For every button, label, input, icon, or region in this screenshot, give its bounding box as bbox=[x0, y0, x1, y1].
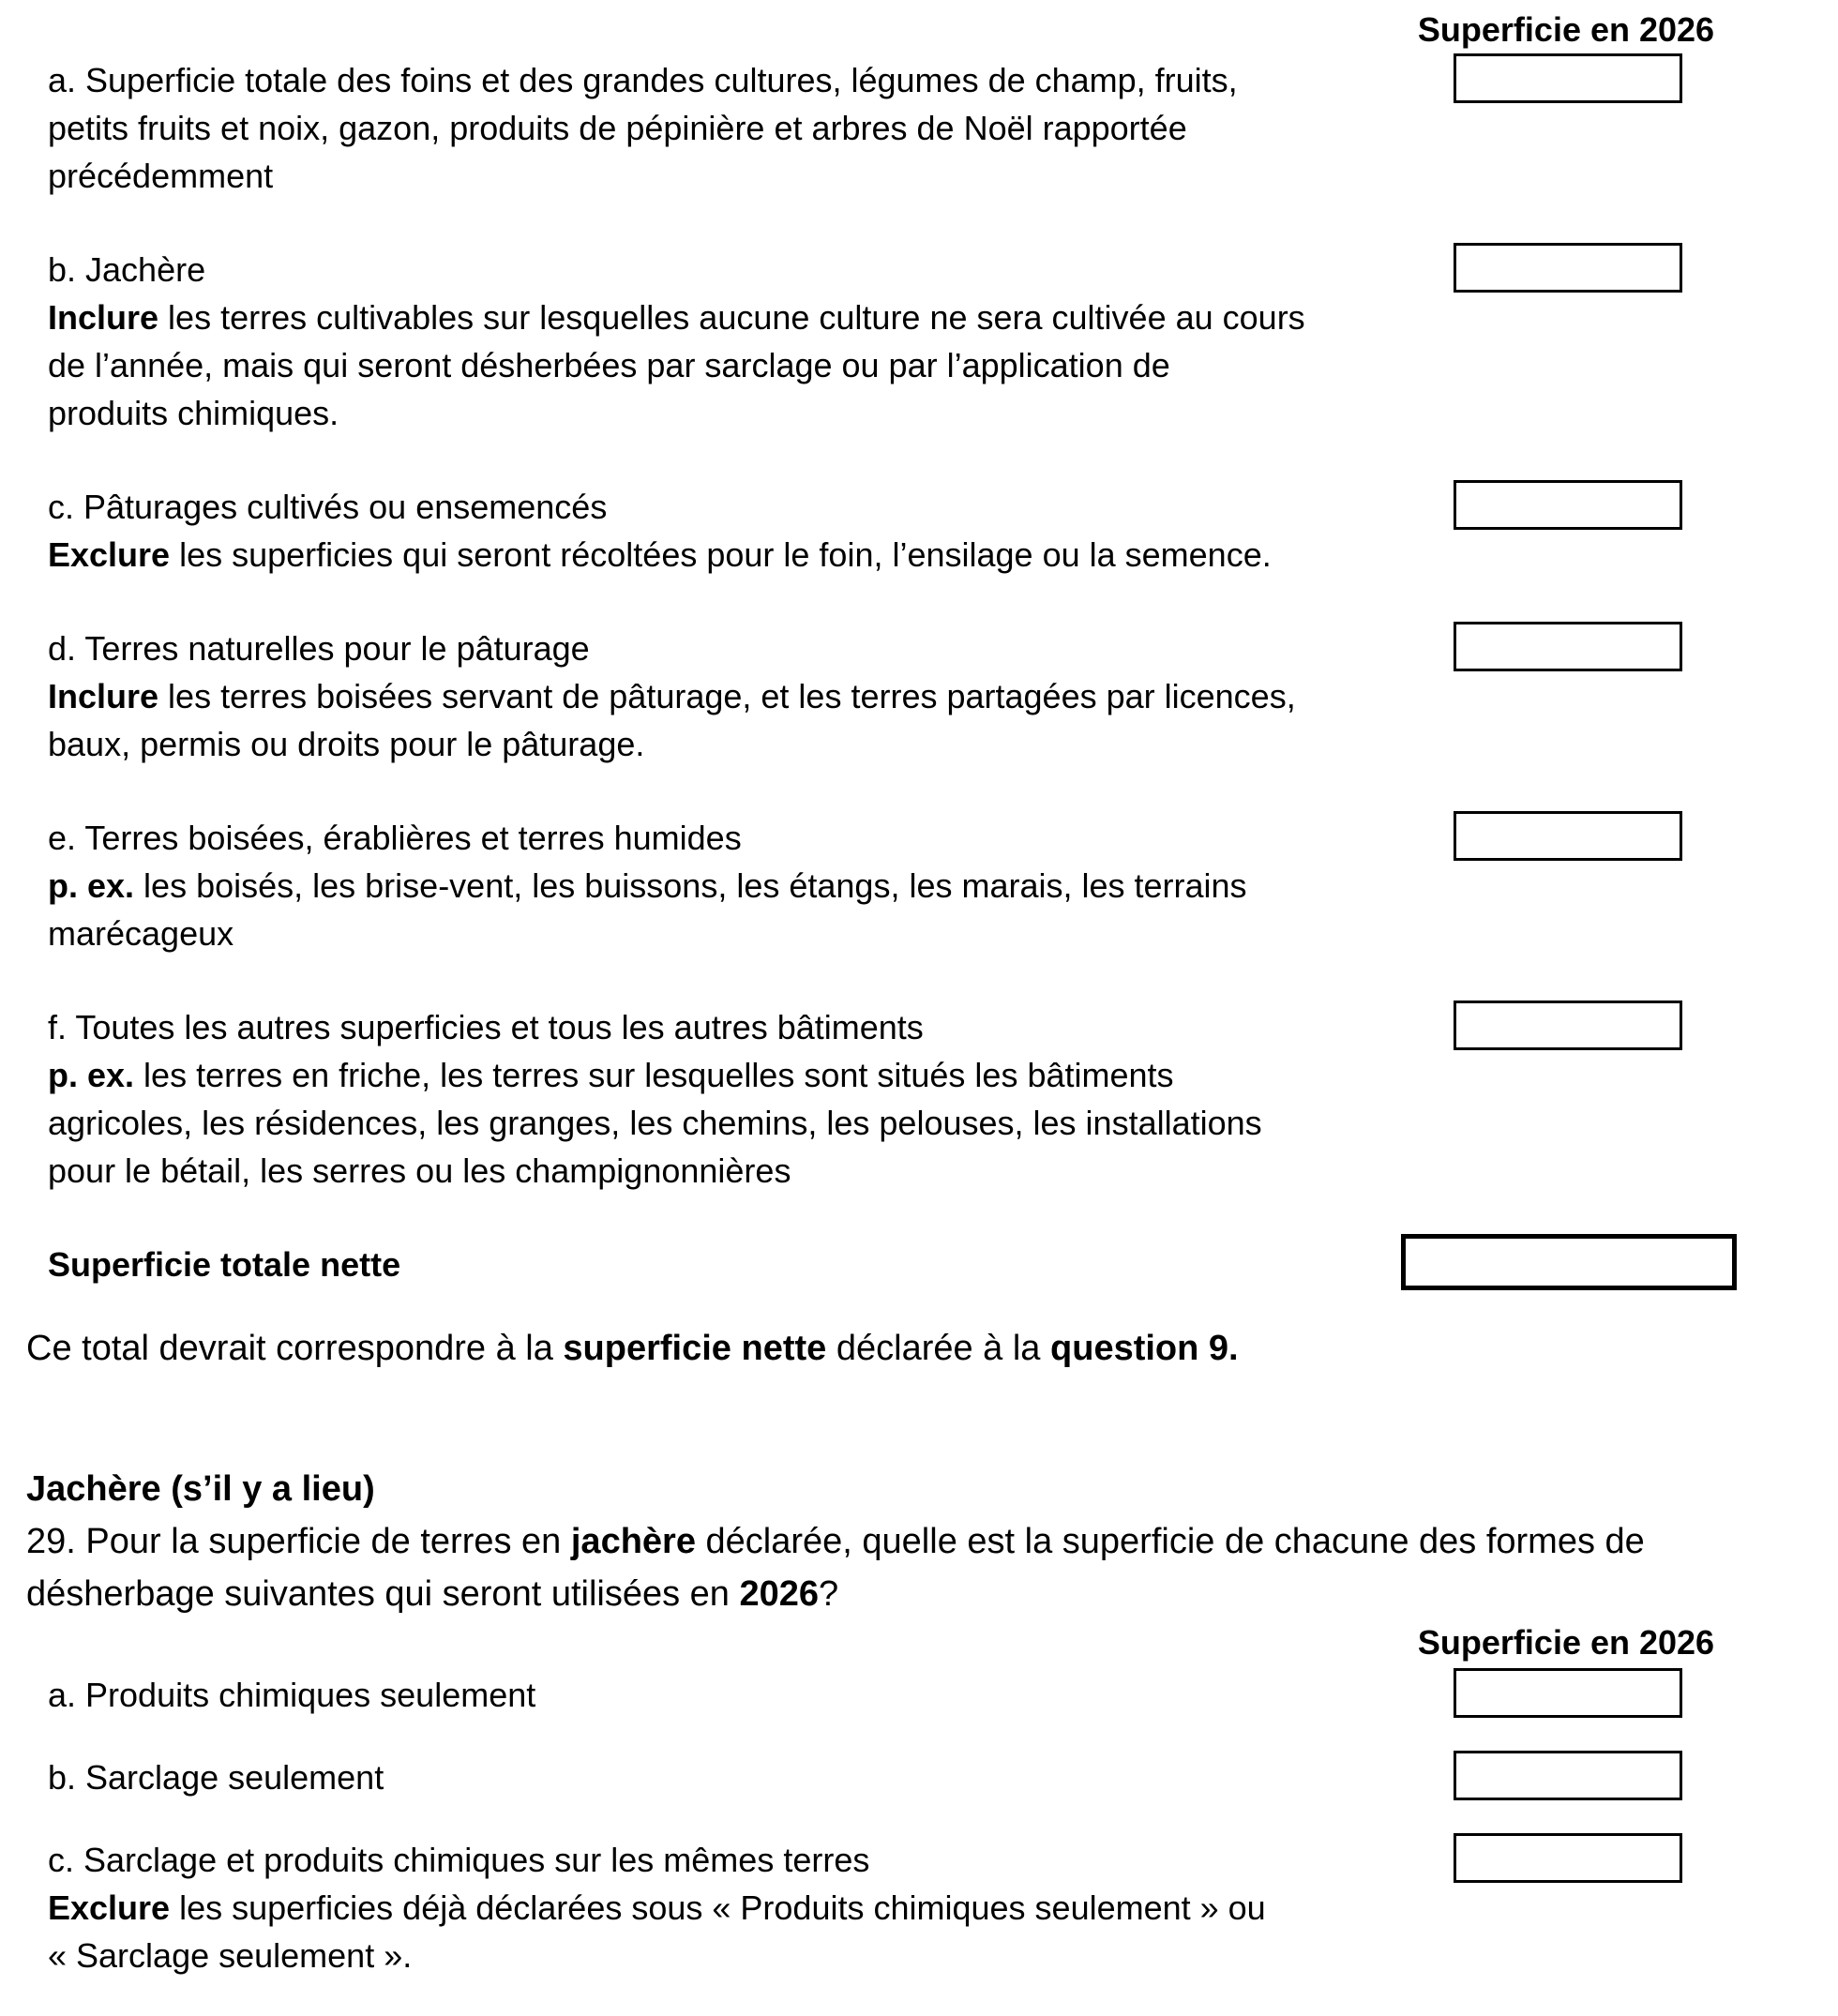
section-title-fallow: Jachère (s’il y a lieu) bbox=[26, 1469, 375, 1509]
item-b-line3: de l’année, mais qui seront désherbées par sarclage ou par l’application de bbox=[48, 346, 1170, 384]
question-text-1: 29. Pour la superficie de terres en bbox=[26, 1522, 571, 1561]
area-column-header: Superficie en 2026 bbox=[1417, 10, 1715, 49]
question-29 bbox=[26, 1515, 1808, 1620]
total-net-area-label: Superficie totale nette bbox=[48, 1245, 401, 1284]
note-emphasis-net-area: superficie nette bbox=[563, 1329, 827, 1368]
item-f-text: les terres en friche, les terres sur lesquelles sont situés les bâtiments bbox=[134, 1056, 1174, 1094]
item-b-emphasis: Inclure bbox=[48, 298, 159, 337]
item-f bbox=[48, 1003, 1379, 1195]
item-c-title: c. Pâturages cultivés ou ensemencés bbox=[48, 488, 608, 526]
note-emphasis-question-9: question 9. bbox=[1050, 1329, 1239, 1368]
item-e-text: les boisés, les brise-vent, les buissons, les étangs, les marais, les terrains bbox=[134, 866, 1247, 905]
note-text-1: Ce total devrait correspondre à la bbox=[26, 1329, 564, 1368]
item-a bbox=[48, 56, 1379, 200]
q29-item-c-emphasis: Exclure bbox=[48, 1888, 171, 1927]
item-b bbox=[48, 246, 1379, 437]
item-b-area-input[interactable] bbox=[1454, 243, 1682, 293]
item-d bbox=[48, 624, 1379, 768]
item-a-line1: a. Superficie totale des foins et des grandes cultures, légumes de champ, fruits, bbox=[48, 61, 1238, 99]
item-d-area-input[interactable] bbox=[1454, 622, 1682, 671]
total-net-area-input[interactable] bbox=[1401, 1234, 1737, 1290]
item-d-emphasis: Inclure bbox=[48, 677, 159, 715]
item-f-area-input[interactable] bbox=[1454, 1000, 1682, 1050]
item-e-emphasis: p. ex. bbox=[48, 866, 135, 905]
q29-item-a-area-input[interactable] bbox=[1454, 1668, 1682, 1718]
item-a-line3: précédemment bbox=[48, 157, 274, 195]
q29-item-b bbox=[48, 1753, 1379, 1801]
q29-item-b-title: b. Sarclage seulement bbox=[48, 1758, 384, 1797]
total-note bbox=[26, 1324, 1789, 1373]
q29-item-c-area-input[interactable] bbox=[1454, 1833, 1682, 1883]
item-b-line4: produits chimiques. bbox=[48, 394, 339, 432]
item-c-area-input[interactable] bbox=[1454, 480, 1682, 530]
item-d-line3: baux, permis ou droits pour le pâturage. bbox=[48, 725, 645, 763]
question-text-2: déclarée, quelle est la superficie de chacune des formes de bbox=[695, 1522, 1645, 1561]
item-c-emphasis: Exclure bbox=[48, 535, 171, 574]
item-e-line3: marécageux bbox=[48, 914, 234, 953]
item-e-area-input[interactable] bbox=[1454, 811, 1682, 861]
item-a-line2: petits fruits et noix, gazon, produits de pépinière et arbres de Noël rapportée bbox=[48, 109, 1187, 147]
q29-item-b-area-input[interactable] bbox=[1454, 1751, 1682, 1800]
question-text-3: désherbage suivantes qui seront utilisées en bbox=[26, 1574, 740, 1614]
item-f-line3: agricoles, les résidences, les granges, les chemins, les pelouses, les installations bbox=[48, 1104, 1262, 1142]
q29-item-c-title: c. Sarclage et produits chimiques sur les mêmes terres bbox=[48, 1841, 870, 1879]
question-emphasis-year: 2026 bbox=[739, 1574, 820, 1614]
q29-item-a-title: a. Produits chimiques seulement bbox=[48, 1676, 536, 1714]
item-c bbox=[48, 483, 1379, 579]
q29-item-c-text: les superficies déjà déclarées sous « Produits chimiques seulement » ou bbox=[170, 1888, 1266, 1927]
item-b-text: les terres cultivables sur lesquelles aucune culture ne sera cultivée au cours bbox=[158, 298, 1305, 337]
item-b-title: b. Jachère bbox=[48, 250, 206, 289]
area-column-header-2: Superficie en 2026 bbox=[1417, 1623, 1715, 1662]
item-f-title: f. Toutes les autres superficies et tous les autres bâtiments bbox=[48, 1008, 924, 1046]
question-emphasis-fallow: jachère bbox=[570, 1522, 696, 1561]
item-f-emphasis: p. ex. bbox=[48, 1056, 135, 1094]
q29-item-c-line3: « Sarclage seulement ». bbox=[48, 1936, 413, 1975]
note-text-2: déclarée à la bbox=[826, 1329, 1051, 1368]
question-text-4: ? bbox=[819, 1574, 839, 1614]
item-f-line4: pour le bétail, les serres ou les champignonnières bbox=[48, 1151, 791, 1190]
q29-item-c bbox=[48, 1836, 1379, 1979]
item-d-text: les terres boisées servant de pâturage, et les terres partagées par licences, bbox=[158, 677, 1296, 715]
item-d-title: d. Terres naturelles pour le pâturage bbox=[48, 629, 590, 668]
item-a-area-input[interactable] bbox=[1454, 53, 1682, 103]
item-c-text: les superficies qui seront récoltées pour le foin, l’ensilage ou la semence. bbox=[170, 535, 1272, 574]
item-e bbox=[48, 814, 1379, 957]
item-e-title: e. Terres boisées, érablières et terres humides bbox=[48, 819, 742, 857]
q29-item-a bbox=[48, 1671, 1379, 1719]
